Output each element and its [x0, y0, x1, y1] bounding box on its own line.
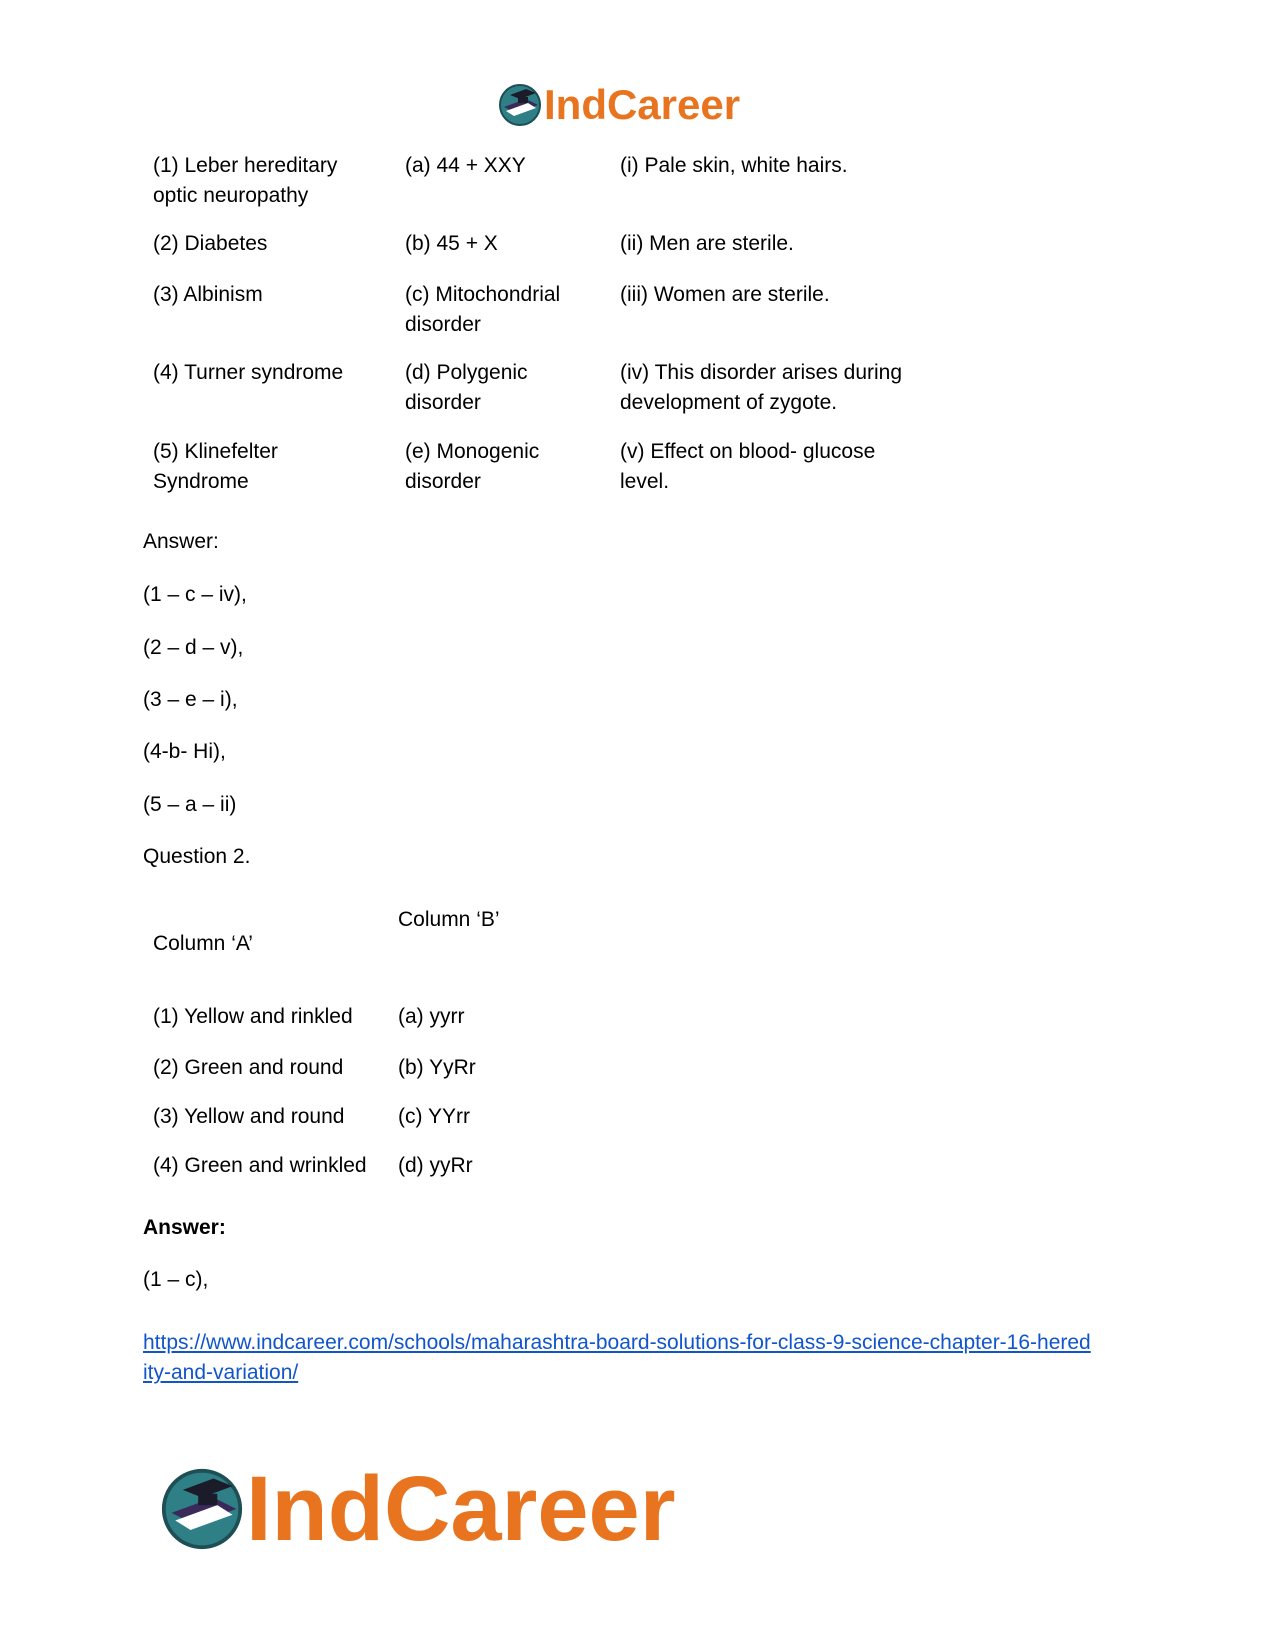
- table-cell: (iii) Women are sterile.: [620, 283, 830, 306]
- table-cell: (d) Polygenic disorder: [405, 361, 528, 414]
- table-cell: (a) yyrr: [398, 1005, 465, 1028]
- table-cell: (4) Green and wrinkled: [153, 1154, 367, 1177]
- table-cell: (5) Klinefelter Syndrome: [153, 440, 278, 493]
- source-link-container: [143, 1328, 1093, 1388]
- answer-line: (1 – c),: [143, 1268, 209, 1291]
- table-cell: (a) 44 + XXY: [405, 154, 526, 177]
- table-cell: (3) Yellow and round: [153, 1105, 345, 1128]
- logo-text: IndCareer: [544, 81, 741, 128]
- table-cell: (i) Pale skin, white hairs.: [620, 154, 848, 177]
- graduation-book-globe-icon: [160, 1467, 244, 1551]
- table-cell: (b) 45 + X: [405, 232, 498, 255]
- answer-label: Answer:: [143, 1216, 226, 1239]
- table-cell: (1) Yellow and rinkled: [153, 1005, 353, 1028]
- answer-line: (3 – e – i),: [143, 688, 238, 711]
- table-cell: (c) YYrr: [398, 1105, 470, 1128]
- table-cell: (e) Monogenic disorder: [405, 440, 540, 493]
- header-logo: [498, 80, 740, 130]
- question-label: Question 2.: [143, 845, 251, 868]
- table-cell: (iv) This disorder arises during development of zygote.: [620, 361, 903, 414]
- table-cell: (c) Mitochondrial disorder: [405, 283, 561, 336]
- answer-label: Answer:: [143, 530, 219, 553]
- answer-line: (5 – a – ii): [143, 793, 237, 816]
- table-cell: (4) Turner syndrome: [153, 361, 344, 384]
- table-cell: (2) Green and round: [153, 1056, 344, 1079]
- answer-line: (4-b- Hi),: [143, 740, 226, 763]
- column-b-header: Column ‘B’: [398, 908, 500, 931]
- table-cell: (d) yyRr: [398, 1154, 473, 1177]
- table-cell: (ii) Men are sterile.: [620, 232, 794, 255]
- table-cell: (2) Diabetes: [153, 232, 268, 255]
- table-cell: (v) Effect on blood- glucose level.: [620, 440, 876, 493]
- column-a-header: Column ‘A’: [153, 932, 253, 955]
- answer-line: (1 – c – iv),: [143, 583, 247, 606]
- footer-logo: [160, 1458, 676, 1560]
- source-link[interactable]: https://www.indcareer.com/schools/maharashtra-board-solutions-for-class-9-science-chapter-16-heredity-and-variation/: [143, 1331, 1091, 1384]
- table-cell: (3) Albinism: [153, 283, 263, 306]
- table-cell: (1) Leber hereditary optic neuropathy: [153, 154, 338, 207]
- graduation-book-globe-icon: [498, 83, 542, 127]
- answer-line: (2 – d – v),: [143, 636, 244, 659]
- logo-text: IndCareer: [246, 1458, 676, 1560]
- table-cell: (b) YyRr: [398, 1056, 476, 1079]
